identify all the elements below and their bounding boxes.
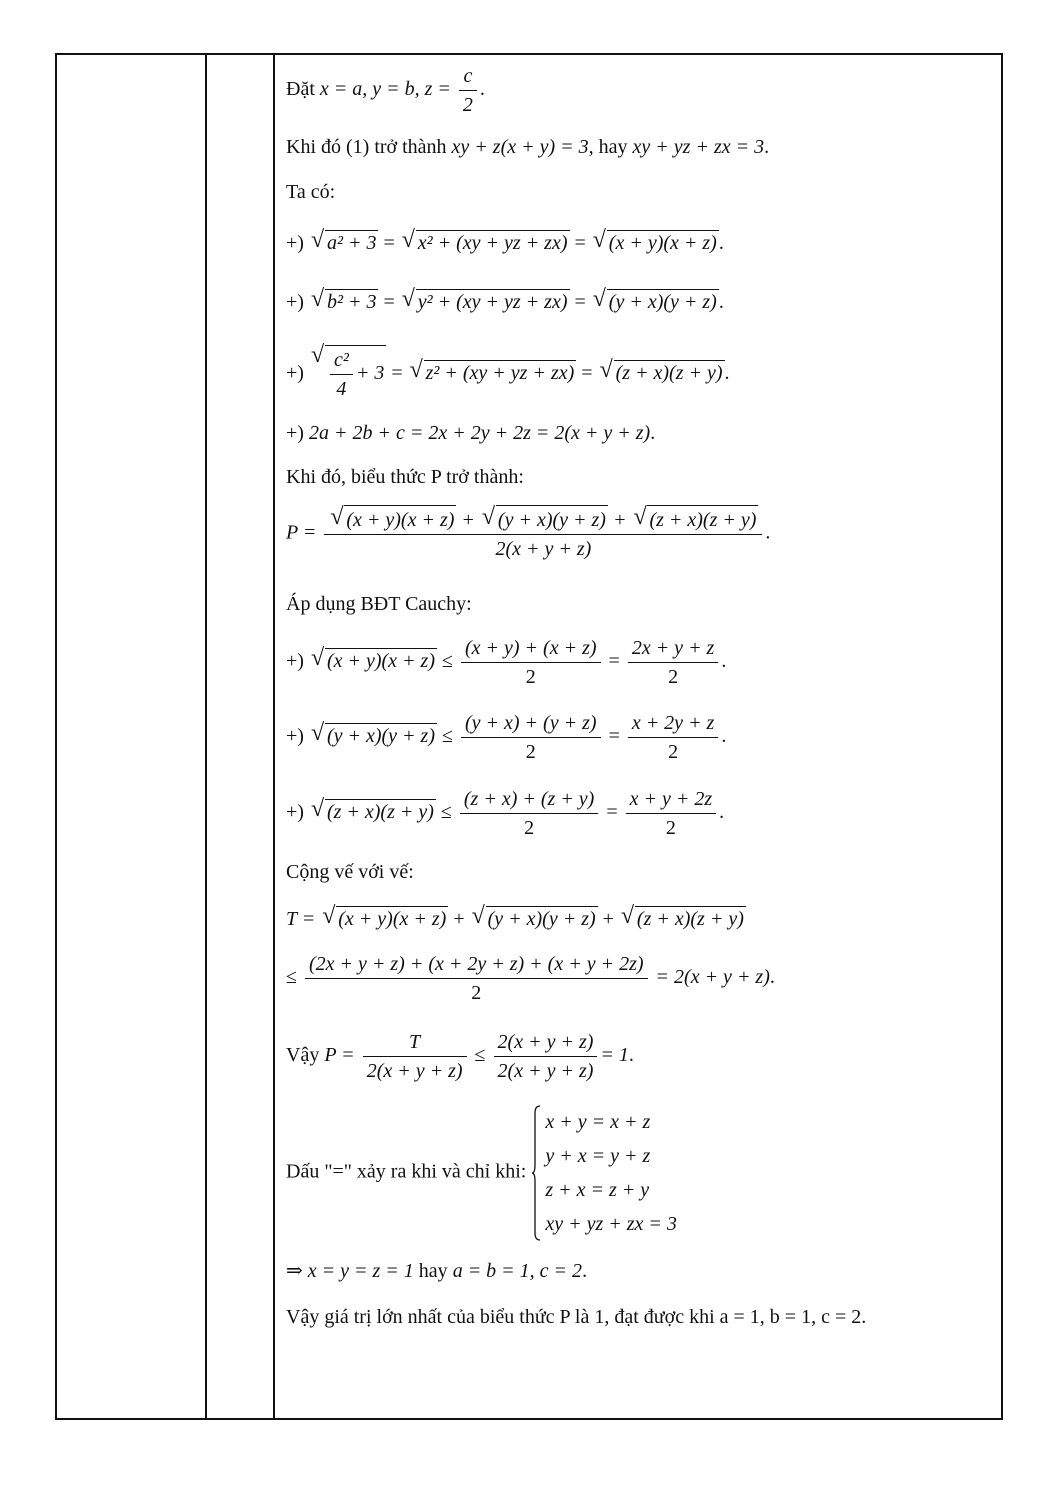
- sqrt: [472, 906, 598, 931]
- numerator: x + y + 2z: [626, 785, 717, 814]
- line-substitution: Đặt x = a, y = b, z = $\frac{c}{2}$ .: [286, 62, 485, 119]
- line-sqrt-c: +) √ $\frac{\text{c²}}{4}$ + 3 = √ z² + (xy + yz + zx) = √ (z + x)(z + y) .: [286, 345, 730, 403]
- line-p-becomes: Khi đó, biểu thức P trở thành:: [286, 466, 524, 488]
- fraction: [324, 505, 762, 563]
- denominator: 2(x + y + z): [497, 1060, 594, 1082]
- sqrt: [311, 289, 379, 314]
- radicand: (x + y)(x + z): [608, 232, 717, 254]
- line-ta-co: Ta có:: [286, 181, 336, 203]
- denominator: 2(x + y + z): [366, 1060, 463, 1082]
- math: x = a, y = b, z =: [319, 78, 456, 101]
- denominator: 4: [336, 378, 347, 400]
- sqrt: [311, 230, 379, 255]
- sqrt: [402, 230, 570, 255]
- text: Khi đó (1) trở thành: [286, 136, 447, 158]
- line-conclusion: Vậy giá trị lớn nhất của biểu thức P là 1, đạt được khi a = 1, b = 1, c = 2.: [286, 1306, 867, 1328]
- radicand: b² + 3: [326, 291, 377, 313]
- math: 2a + 2b + c = 2x + 2y + 2z = 2(x + y + z): [308, 422, 651, 444]
- sqrt: [482, 505, 608, 534]
- radicand: (z + x)(z + y): [636, 908, 744, 930]
- radicand: (y + x)(y + z): [496, 505, 608, 534]
- bullet: +): [286, 650, 304, 673]
- numerator: (z + x) + (z + y): [460, 785, 598, 814]
- sqrt: [410, 360, 577, 385]
- denominator: 2(x + y + z): [495, 538, 592, 560]
- system-line: z + x = z + y: [545, 1179, 650, 1201]
- numerator: (x + y) + (x + z): [461, 634, 601, 663]
- sqrt: [633, 505, 758, 534]
- bullet: +): [286, 725, 304, 748]
- fraction: [628, 634, 719, 691]
- fraction: [460, 785, 598, 842]
- text: , hay: [588, 136, 628, 158]
- sqrt: [311, 345, 386, 403]
- math: P =: [324, 1044, 355, 1067]
- fraction: [461, 634, 601, 691]
- line-p-formula: P = √ (x + y)(x + z) + √ (y + x)(y + z) + √ (z + x)(z + y) 2(x + y + z) .: [286, 505, 770, 563]
- line-cauchy: Áp dụng BĐT Cauchy:: [286, 593, 472, 615]
- bullet: +): [286, 801, 304, 824]
- radicand: (y + x)(y + z): [326, 725, 435, 748]
- brace-icon: [531, 1105, 541, 1241]
- sqrt: [402, 289, 570, 314]
- numerator: (2x + y + z) + (x + 2y + z) + (x + y + 2z): [305, 950, 648, 979]
- numerator: √ (x + y)(x + z) + √ (y + x)(y + z) + √ (z + x)(z + y): [324, 505, 762, 535]
- math: T =: [286, 908, 316, 930]
- radicand: (z + x)(z + y): [647, 505, 758, 534]
- sqrt: [311, 648, 437, 673]
- text: Đặt: [286, 78, 315, 101]
- sqrt: [322, 906, 448, 931]
- math: + 3: [355, 362, 385, 385]
- numerator: c: [459, 62, 477, 91]
- text: hay: [418, 1260, 448, 1282]
- denominator: 2: [525, 666, 536, 688]
- radicand: (x + y)(x + z): [344, 505, 456, 534]
- system-line: x + y = x + z: [545, 1111, 651, 1133]
- numerator: 2x + y + z: [628, 634, 719, 663]
- line-sqrt-b: +) √ b² + 3 = √ y² + (xy + yz + zx) = √ (y + x)(y + z) .: [286, 289, 724, 314]
- radicand: (x + y)(x + z): [326, 650, 435, 673]
- denominator: 2: [668, 666, 679, 688]
- radicand: (y + x)(y + z): [608, 291, 717, 313]
- sqrt: [593, 289, 719, 314]
- numerator: 2(x + y + z): [494, 1028, 598, 1057]
- radicand: (x + y)(x + z): [338, 908, 447, 930]
- denominator: 2: [462, 94, 473, 116]
- numerator: T: [363, 1028, 467, 1057]
- radicand: [325, 345, 386, 403]
- math: a = b = 1, c = 2: [452, 1260, 583, 1282]
- line-sum: +) 2a + 2b + c = 2x + 2y + 2z = 2(x + y + z).: [286, 422, 656, 444]
- bullet: +): [286, 422, 304, 444]
- fraction: [305, 950, 648, 1007]
- denominator: 2: [665, 817, 676, 839]
- denominator: 2: [471, 982, 482, 1004]
- line-cauchy-3: +) √ (z + x)(z + y) ≤ $\frac{(z + x) + (z + y)}{2}$ = $\frac{x + y + 2z}{2}$ .: [286, 785, 724, 842]
- math: ⇒ x = y = z = 1: [286, 1260, 414, 1282]
- text: Vậy: [286, 1044, 320, 1067]
- system-line: xy + yz + zx = 3: [545, 1213, 677, 1235]
- fraction: [494, 1028, 598, 1085]
- equation-system: [531, 1105, 677, 1241]
- radicand: y² + (xy + yz + zx): [417, 291, 568, 313]
- denominator: 2: [525, 741, 536, 763]
- math: P =: [286, 521, 317, 544]
- bullet: +): [286, 291, 304, 313]
- line-condition: Khi đó (1) trở thành xy + z(x + y) = 3, hay xy + yz + zx = 3.: [286, 136, 770, 158]
- denominator: 2: [524, 817, 535, 839]
- denominator: 2: [668, 741, 679, 763]
- numerator: √ c²: [330, 346, 353, 375]
- column-divider-2: [273, 53, 275, 1420]
- sqrt: [593, 230, 719, 255]
- radicand: (y + x)(y + z): [487, 908, 596, 930]
- column-divider-1: [205, 53, 207, 1420]
- line-t-bound: ≤ $\frac{(2x + y + z) + (x + 2y + z) + (x + y + 2z)}{2}$ = 2(x + y + z).: [286, 950, 775, 1007]
- radicand: z² + (xy + yz + zx): [425, 362, 575, 385]
- text: Dấu "=" xảy ra khi và chỉ khi:: [286, 1160, 527, 1183]
- line-p-bound: Vậy P = $\frac{T}{2(x + y + z)}$ ≤ $\frac{2(x + y + z)}{2(x + y + z)}$ = 1.: [286, 1028, 634, 1085]
- sqrt: [311, 799, 436, 824]
- radicand: x² + (xy + yz + zx): [417, 232, 568, 254]
- bullet: +): [286, 232, 304, 254]
- numerator: x + 2y + z: [628, 709, 719, 738]
- math: xy + z(x + y) = 3: [451, 136, 589, 158]
- fraction: [461, 709, 601, 766]
- bullet: +): [286, 362, 304, 385]
- fraction: [363, 1028, 467, 1085]
- sqrt: [330, 505, 456, 534]
- fraction: [459, 62, 477, 119]
- fraction: [626, 785, 717, 842]
- radicand: (z + x)(z + y): [326, 801, 434, 824]
- line-t-def: T = √ (x + y)(x + z) + √ (y + x)(y + z) + √ (z + x)(z + y): [286, 906, 746, 931]
- line-add: Cộng vế với vế:: [286, 861, 414, 883]
- sqrt: [621, 906, 746, 931]
- line-cauchy-1: +) √ (x + y)(x + z) ≤ $\frac{(x + y) + (x + z)}{2}$ = $\frac{2x + y + z}{2}$ .: [286, 634, 726, 691]
- fraction: [330, 346, 353, 403]
- radicand: a² + 3: [326, 232, 377, 254]
- line-cauchy-2: +) √ (y + x)(y + z) ≤ $\frac{(y + x) + (y + z)}{2}$ = $\frac{x + 2y + z}{2}$ .: [286, 709, 726, 766]
- fraction: [628, 709, 719, 766]
- radicand: (z + x)(z + y): [615, 362, 723, 385]
- math: xy + yz + zx = 3: [632, 136, 765, 158]
- line-sqrt-a: +) √ a² + 3 = √ x² + (xy + yz + zx) = √ (x + y)(x + z) .: [286, 230, 724, 255]
- numerator: (y + x) + (y + z): [461, 709, 601, 738]
- sqrt: [311, 723, 437, 748]
- line-equality: [286, 1105, 677, 1241]
- math: = 2(x + y + z): [655, 966, 770, 989]
- line-result: ⇒ x = y = z = 1 hay a = b = 1, c = 2.: [286, 1260, 588, 1282]
- system-line: y + x = y + z: [545, 1145, 651, 1167]
- math: = 1: [600, 1044, 629, 1067]
- sqrt: [600, 360, 725, 385]
